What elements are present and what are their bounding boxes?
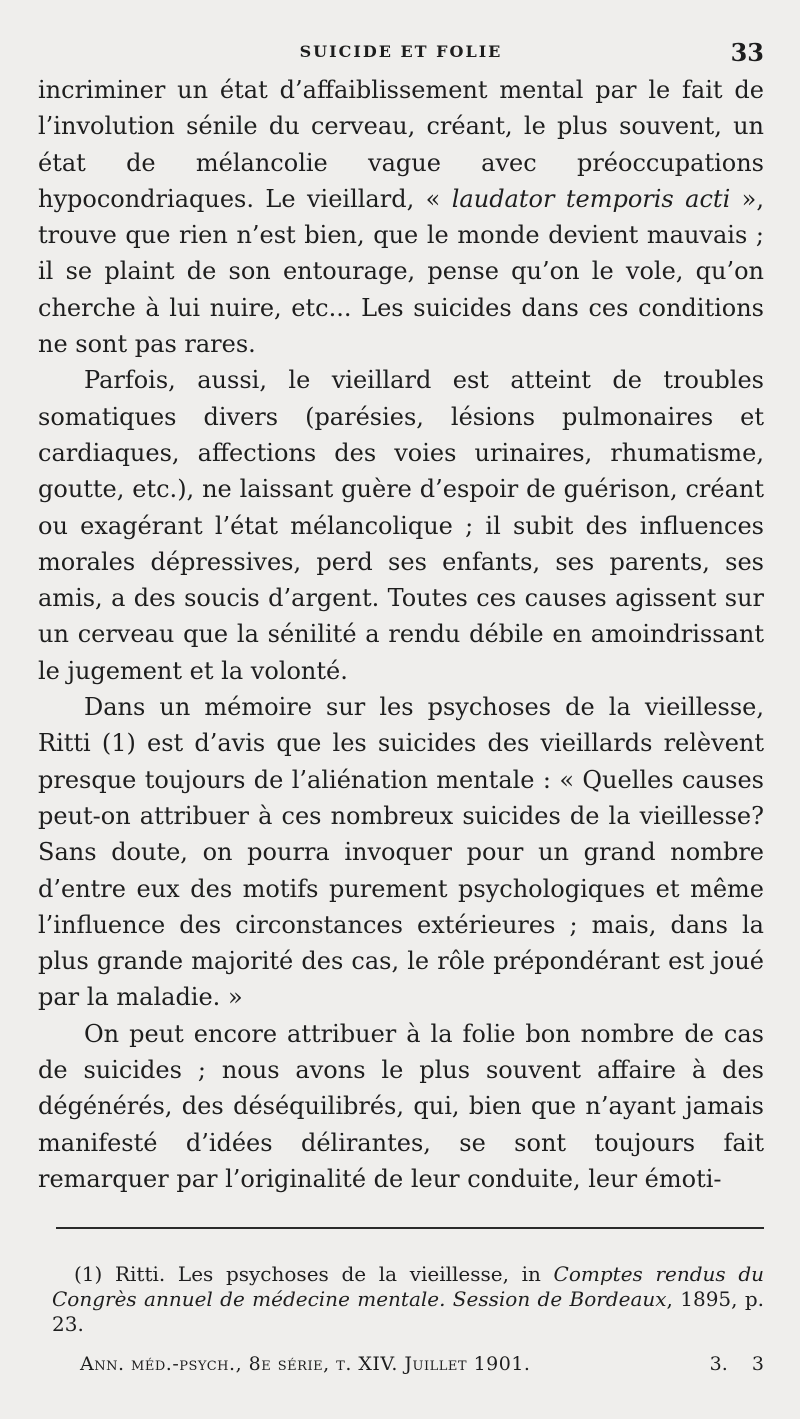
paragraph-1 — [38, 72, 764, 362]
page-number: 33 — [730, 38, 764, 67]
paragraph-3: Dans un mémoire sur les psychoses de la vieillesse, Ritti (1) est d’avis que les suicides des vieillards relèvent presque toujours de l’aliénation mentale : « Quelles causes peut-on attribuer à ces nombreux suicides de la vieillesse? Sans doute, on pourra invoquer pour un grand nombre d’entre eux des motifs purement psychologiques et même l’influence des circonstances extérieures ; mais, dans la plus grande majorité des cas, le rôle prépondérant est joué par la maladie. » — [38, 693, 764, 1012]
running-title: SUICIDE ET FOLIE — [299, 42, 503, 61]
paragraph-1-text-a: incriminer un état d’affaiblissement mental par le fait de l’involution sénile du cerveau, créant, le plus souvent, un état de mélancolie vague avec préoccupations hypocondriaques. Le vieillard, « — [38, 76, 764, 213]
footer-signature: 3. 3 — [709, 1353, 764, 1375]
page-footer — [80, 1353, 764, 1377]
paragraph-1-latin-quote: laudator temporis acti — [451, 184, 731, 213]
paragraph-4: On peut encore attribuer à la folie bon nombre de cas de suicides ; nous avons le plus souvent affaire à des dégénérés, des déséquilibrés, qui, bien que n’ayant jamais manifesté d’idées délirantes, se sont toujours fait remarquer par l’originalité de leur conduite, leur émoti- — [38, 1019, 764, 1193]
paragraph-2: Parfois, aussi, le vieillard est atteint de troubles somatiques divers (parésies, lésions pulmonaires et cardiaques, affections des voies urinaires, rhumatisme, goutte, etc.), ne laissant guère d’espoir de guérison, créant ou exagérant l’état mélancolique ; il subit des influences morales dépressives, perd ses enfants, ses parents, ses amis, a des soucis d’argent. Toutes ces causes agissent sur un cerveau que la sénilité a rendu débile en amoindrissant le jugement et la volonté. — [38, 366, 764, 685]
body-text — [38, 72, 764, 1197]
footnote-rule — [56, 1227, 764, 1229]
footnote-text-a: (1) Ritti. Les psychoses de la vieillesse, in — [74, 1262, 554, 1286]
paragraph-1-text-b: », trouve que rien n’est bien, que le monde devient mauvais ; il se plaint de son entourage, pense qu’on le vole, qu’on cherche à lui nuire, etc... Les suicides dans ces conditions ne sont pas rares. — [38, 184, 764, 359]
footer-journal-ref: Ann. méd.-psych., 8e série, t. XIV. Juillet 1901. — [80, 1353, 531, 1375]
page-header — [38, 38, 764, 70]
footnote-source-title: Comptes rendus du Congrès annuel de médecine mentale. Session de Bordeaux — [52, 1262, 764, 1311]
footnote-text-b: , 1895, p. 23. — [52, 1287, 765, 1336]
footnote — [52, 1262, 764, 1337]
